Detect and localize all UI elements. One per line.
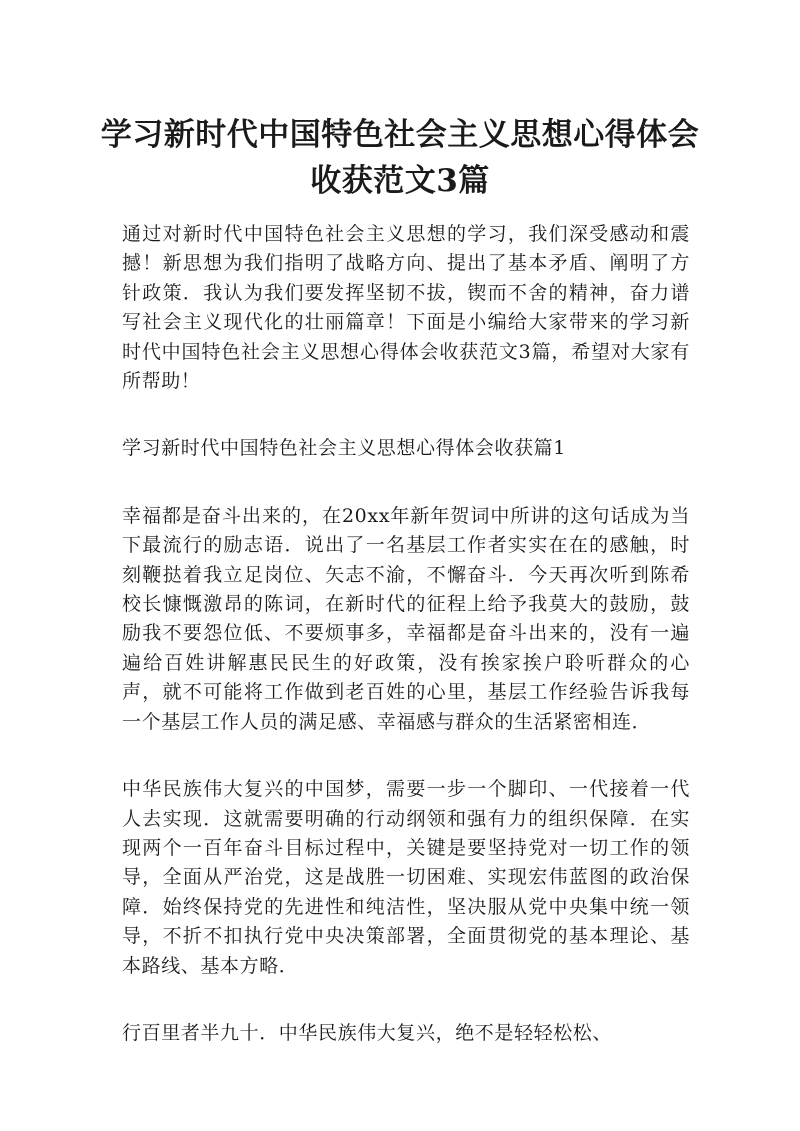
document-title: 学习新时代中国特色社会主义思想心得体会收获范文3篇: [100, 117, 700, 199]
section-heading: 学习新时代中国特色社会主义思想心得体会收获篇1: [122, 437, 566, 460]
intro-paragraph: 通过对新时代中国特色社会主义思想的学习，我们深受感动和震撼！新思想为我们指明了战略方向、提出了基本矛盾、阐明了方针政策．我认为我们要发挥坚韧不拔，锲而不舍的精神，奋力谱写社会主义现代化的壮丽篇章！下面是小编给大家带来的学习新时代中国特色社会主义思想心得体会收获范文3篇，希望对大家有所帮助！: [122, 223, 690, 393]
body-paragraph: 行百里者半九十．中华民族伟大复兴，绝不是轻轻松松、: [122, 1021, 613, 1044]
document-body: [122, 220, 690, 1086]
body-paragraph: 中华民族伟大复兴的中国梦，需要一步一个脚印、一代接着一代人去实现．这就需要明确的行动纲领和强有力的组织保障．在实现两个一百年奋斗目标过程中，关键是要坚持党对一切工作的领导，全面从严治党，这是战胜一切困难、实现宏伟蓝图的政治保障．始终保持党的先进性和纯洁性，坚决服从党中央集中统一领导，不折不扣执行党中央决策部署，全面贯彻党的基本理论、基本路线、基本方略．: [122, 778, 690, 977]
body-paragraph: 幸福都是奋斗出来的，在20xx年新年贺词中所讲的这句话成为当下最流行的励志语．说出了一名基层工作者实实在在的感触，时刻鞭挞着我立足岗位、矢志不渝，不懈奋斗．今天再次听到陈希校长慷慨激昂的陈词，在新时代的征程上给予我莫大的鼓励，鼓励我不要怨位低、不要烦事多，幸福都是奋斗出来的，没有一遍遍给百姓讲解惠民民生的好政策，没有挨家挨户聆听群众的心声，就不可能将工作做到老百姓的心里，基层工作经验告诉我每一个基层工作人员的满足感、幸福感与群众的生活紧密相连．: [122, 504, 690, 733]
